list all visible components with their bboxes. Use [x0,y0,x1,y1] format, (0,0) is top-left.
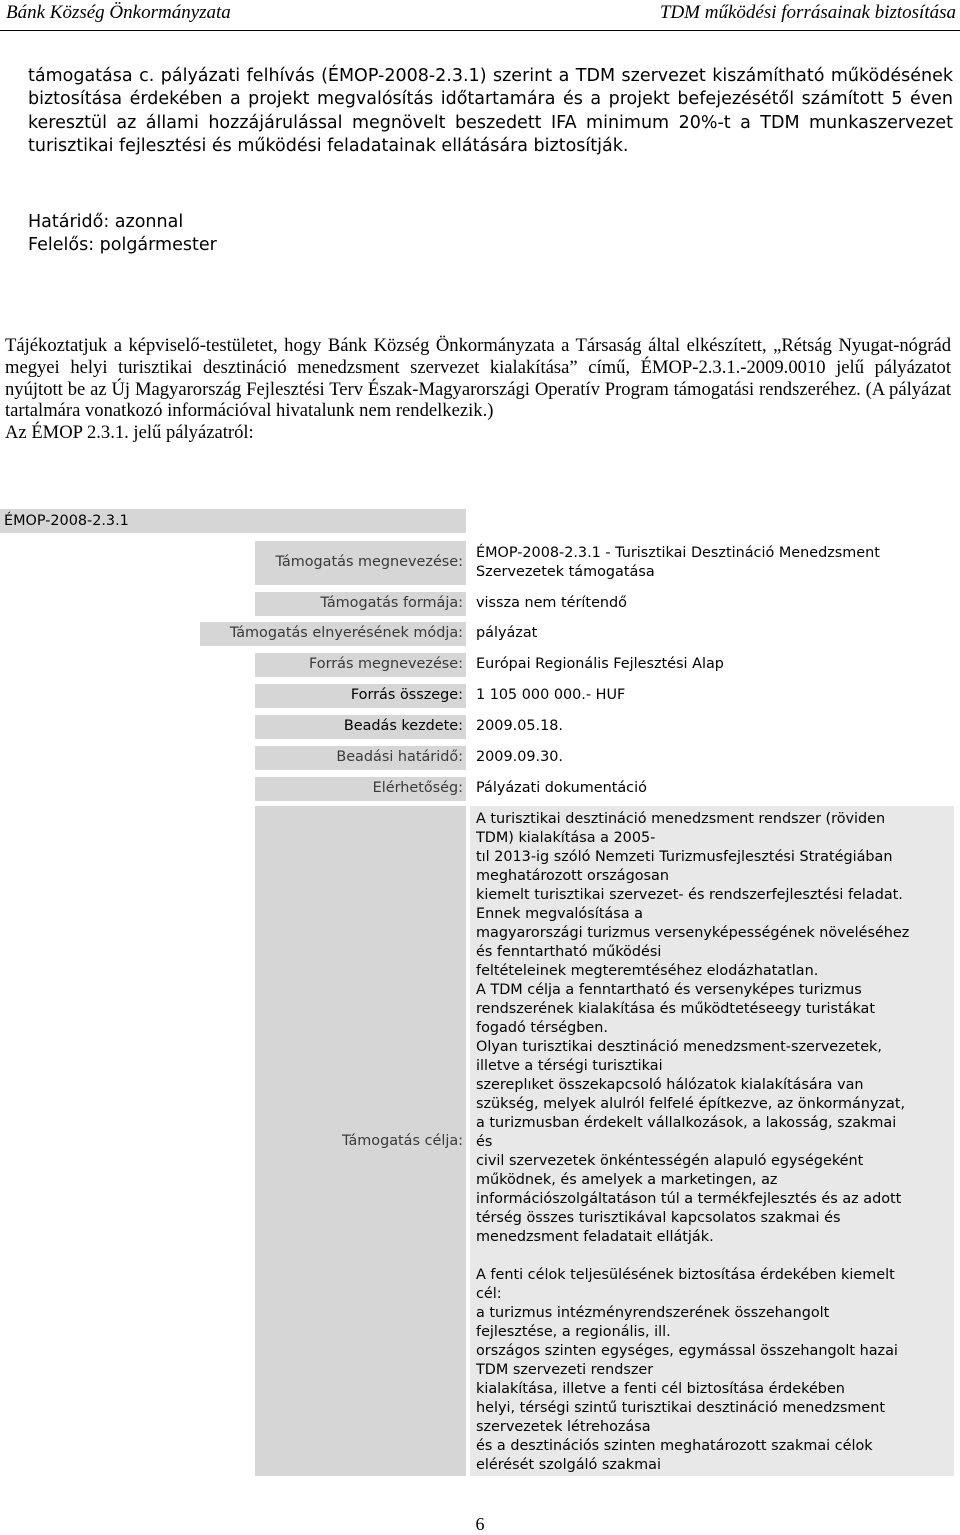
table-row [0,622,960,646]
row-value: 1 105 000 000.- HUF [476,687,626,703]
goal-text-line: és fenntartható működési [476,944,662,960]
goal-text-line: térség összes turisztikával kapcsolatos szakmai és [476,1210,841,1226]
goal-text-line: működnek, és amelyek a marketingen, az [476,1172,778,1188]
page-header [0,0,960,31]
goal-text [470,810,954,1472]
goal-text-line: kialakítása, illetve a fenti cél biztosítása érdekében [476,1381,845,1397]
row-label: Elérhetőség: [372,780,463,796]
responsible-line: Felelős: polgármester [28,235,217,256]
information-lead-in: Az ÉMOP 2.3.1. jelű pályázatról: [5,422,254,444]
row-label: Támogatás elnyerésének módja: [229,625,463,641]
row-value: 2009.05.18. [476,718,563,734]
row-label: Forrás összege: [350,687,463,703]
goal-text-line: és a desztinációs szinten meghatározott szakmai célok [476,1438,873,1454]
header-right-title: TDM működési forrásainak biztosítása [659,2,956,23]
header-left-title: Bánk Község Önkormányzata [6,2,231,23]
goal-text-line: szükség, melyek alulról felfelé építkezve, az önkormányzat, [476,1096,906,1112]
goal-text-line: menedzsment feladatait ellátják. [476,1229,714,1245]
goal-text-line: TDM szervezeti rendszer [476,1362,654,1378]
goal-text-line: meghatározott országosan [476,868,669,884]
row-value: ÉMOP-2008-2.3.1 - Turisztikai Desztináció Menedzsment Szervezetek támogatása [476,545,880,580]
goal-text-line: A TDM célja a fenntartható és versenyképes turizmus [476,982,862,998]
row-value: Európai Regionális Fejlesztési Alap [476,656,724,672]
row-label: Beadás kezdete: [343,718,463,734]
deadline-line: Határidő: azonnal [28,212,184,232]
deadline-block [28,211,217,258]
table-row [0,715,960,739]
goal-text-line [476,1247,954,1266]
goal-text-line: országos szinten egységes, egymással összehangolt hazai [476,1343,898,1359]
intro-paragraph: támogatása c. pályázati felhívás (ÉMOP-2008-2.3.1) szerint a TDM szervezet kiszámítható működésének biztosítása érdekében a projekt megvalósítás időtartamára és a projekt befejezésétől számított 5 éven keresztül az állami hozzájárulással megnövelt beszedett IFA minimum 20%-t a TDM munkaszervezet turisztikai fejlesztési és működési feladatainak ellátására biztosítják. [28,66,953,157]
row-label: Beadási határidő: [336,749,463,765]
goal-text-line: cél: [476,1286,502,1302]
table-row [0,746,960,770]
goal-text-line: magyarországi turizmus versenyképességének növeléséhez [476,925,910,941]
goal-text-line: kiemelt turisztikai szervezet- és rendszerfejlesztési feladat. [476,887,903,903]
table-row [0,653,960,677]
row-label: Támogatás formája: [320,595,463,611]
goal-text-line: fogadó térségben. [476,1020,608,1036]
goal-text-line: Ennek megvalósítása a [476,906,643,922]
row-value: 2009.09.30. [476,749,563,765]
goal-text-line: A fenti célok teljesülésének biztosítása érdekében kiemelt [476,1267,895,1283]
table-row [0,777,960,801]
goal-text-line: illetve a térségi turisztikai [476,1058,663,1074]
goal-text-line: és [476,1134,493,1150]
goal-text-line: a turizmus intézményrendszerének összehangolt [476,1305,830,1321]
row-label: Támogatás megnevezése: [275,554,463,570]
row-label: Forrás megnevezése: [309,656,463,672]
table-row [0,684,960,708]
goal-text-line: A turisztikai desztináció menedzsment rendszer (röviden [476,811,886,827]
goal-text-line: TDM) kialakítása a 2005- [476,830,656,846]
table-header: ÉMOP-2008-2.3.1 [0,509,466,533]
goal-text-line: Olyan turisztikai desztináció menedzsment-szervezetek, [476,1039,882,1055]
goal-text-line: a turizmusban érdekelt vállalkozások, a lakosság, szakmai [476,1115,897,1131]
information-paragraph [5,335,951,444]
information-text: Tájékoztatjuk a képviselő-testületet, hogy Bánk Község Önkormányzata a Társaság által elkészített, „Rétság Nyugat-nógrád megyei helyi turisztikai desztináció menedzsment szervezet kialakítása” című, ÉMOP-2.3.1.-2009.0010 jelű pályázatot nyújtott be az Új Magyarország Fejlesztési Terv Észak-Magyarországi Operatív Program támogatási rendszeréhez. (A pályázat tartalmára vonatkozó információval hivatalunk nem rendelkezik.) [5,335,951,422]
row-value: Pályázati dokumentáció [476,780,647,796]
goal-text-line: információszolgáltatáson túl a termékfejlesztés és az adott [476,1191,902,1207]
goal-text-line: helyi, térségi szintű turisztikai desztináció menedzsment [476,1400,886,1416]
row-label: Támogatás célja: [342,1133,463,1149]
row-value: vissza nem térítendő [476,595,627,611]
table-row [0,592,960,616]
page-number: 6 [475,1514,485,1534]
goal-text-line: fejlesztése, a regionális, ill. [476,1324,671,1340]
goal-text-line: civil szervezetek önkéntességén alapuló egységeként [476,1153,864,1169]
goal-text-line: rendszerének kialakítása és működtetéseegy turistákat [476,1001,876,1017]
goal-text-line: szereplıket összekapcsoló hálózatok kialakítására van [476,1077,864,1093]
table-row [0,806,960,1476]
goal-text-line: szervezetek létrehozása [476,1419,651,1435]
goal-text-line: elérését szolgáló szakmai [476,1457,661,1472]
table-row [0,541,960,585]
goal-text-line: feltételeinek megteremtéséhez elodázhatatlan. [476,963,819,979]
row-value: pályázat [476,625,538,641]
goal-text-line: tıl 2013-ig szóló Nemzeti Turizmusfejlesztési Stratégiában [476,849,893,865]
